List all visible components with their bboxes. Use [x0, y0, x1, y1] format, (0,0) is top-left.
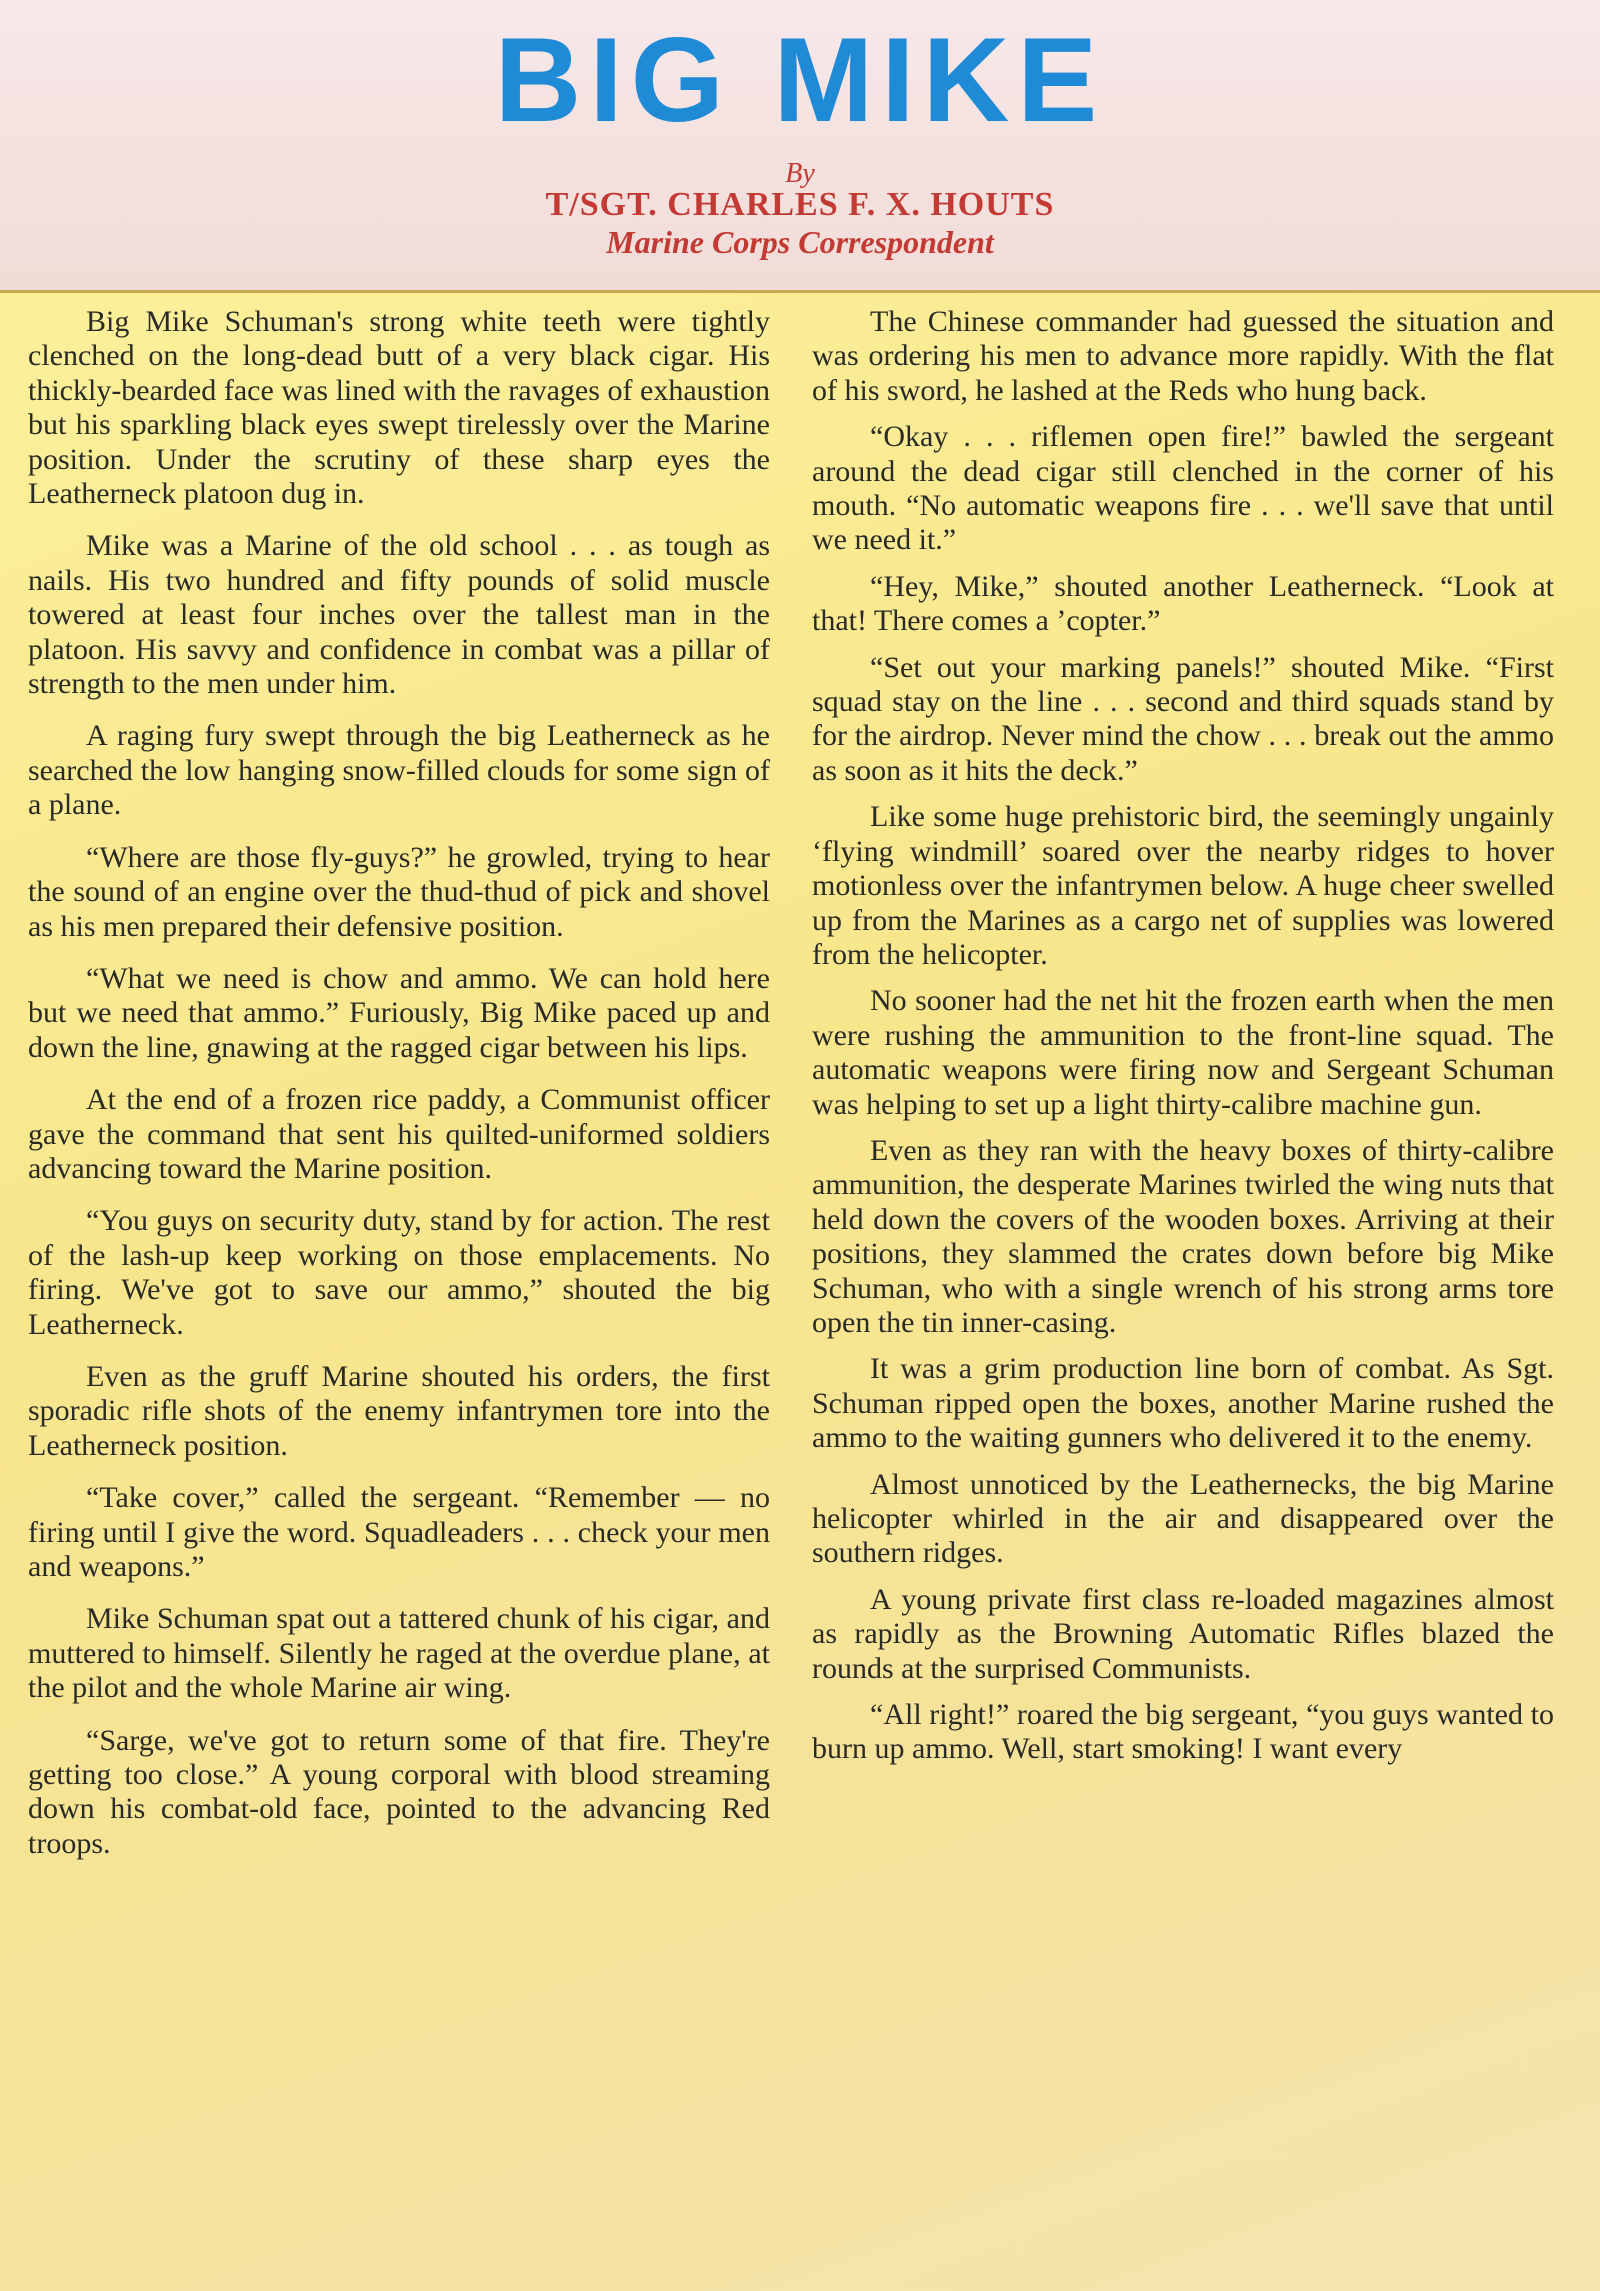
paragraph: No sooner had the net hit the frozen earth when the men were rushing the ammunition to the front-line squad. The automatic weapons were firing now and Sergeant Schuman was helping to set up a light thirty-calibre machine gun. [812, 984, 1554, 1121]
story-body [0, 290, 1600, 2291]
paragraph: The Chinese commander had guessed the situation and was ordering his men to advance more rapidly. With the flat of his sword, he lashed at the Reds who hung back. [812, 305, 1554, 407]
paragraph: A young private first class re-loaded magazines almost as rapidly as the Browning Automatic Rifles blazed the rounds at the surprised Communists. [812, 1582, 1554, 1685]
paragraph: Even as the gruff Marine shouted his orders, the first sporadic rifle shots of the enemy infantrymen tore into the Leatherneck position. [28, 1359, 770, 1462]
author-credit: Marine Corps Correspondent [606, 224, 994, 260]
paragraph: Even as they ran with the heavy boxes of thirty-calibre ammunition, the desperate Marines twirled the wing nuts that held down the covers of the wooden boxes. Arriving at their positions, they slammed the crates down before big Mike Schuman, who with a single wrench of his strong arms tore open the tin inner-casing. [812, 1133, 1554, 1339]
paragraph: “What we need is chow and ammo. We can hold here but we need that ammo.” Furiously, Big Mike paced up and down the line, gnawing at the ragged cigar between his lips. [28, 961, 770, 1064]
paragraph: Mike Schuman spat out a tattered chunk of his cigar, and muttered to himself. Silently he raged at the overdue plane, at the pilot and the whole Marine air wing. [28, 1602, 770, 1705]
paragraph: “Sarge, we've got to return some of that fire. They're getting too close.” A young corporal with blood streaming down his combat-old face, pointed to the advancing Red troops. [28, 1723, 770, 1860]
paragraph: Almost unnoticed by the Leathernecks, the big Marine helicopter whirled in the air and disappeared over the southern ridges. [812, 1467, 1554, 1570]
story-header [0, 0, 1600, 290]
paragraph: Like some huge prehistoric bird, the seemingly ungainly ‘flying windmill’ soared over the nearby ridges to hover motionless over the infantrymen below. A huge cheer swelled up from the Marines as a cargo net of supplies was lowered from the helicopter. [812, 800, 1554, 971]
author-name: T/SGT. CHARLES F. X. HOUTS [545, 186, 1055, 223]
paragraph: “Take cover,” called the sergeant. “Remember — no firing until I give the word. Squadleaders . . . check your men and weapons.” [28, 1481, 770, 1583]
paragraph: It was a grim production line born of combat. As Sgt. Schuman ripped open the boxes, another Marine rushed the ammo to the waiting gunners who delivered it to the enemy. [812, 1352, 1554, 1455]
paragraph: “All right!” roared the big sergeant, “you guys wanted to burn up ammo. Well, start smoking! I want every [812, 1698, 1554, 1766]
paragraph: “Where are those fly-guys?” he growled, trying to hear the sound of an engine over the thud-thud of pick and shovel as his men prepared their defensive position. [28, 840, 770, 943]
right-column [812, 305, 1554, 1779]
paragraph: A raging fury swept through the big Leatherneck as he searched the low hanging snow-filled clouds for some sign of a plane. [28, 719, 770, 822]
paragraph: “Set out your marking panels!” shouted Mike. “First squad stay on the line . . . second and third squads stand by for the airdrop. Never mind the chow . . . break out the ammo as soon as it hits the deck.” [812, 650, 1554, 787]
paragraph: Big Mike Schuman's strong white teeth were tightly clenched on the long-dead butt of a very black cigar. His thickly-bearded face was lined with the ravages of exhaustion but his sparkling black eyes swept tirelessly over the Marine position. Under the scrutiny of these sharp eyes the Leatherneck platoon dug in. [28, 305, 770, 511]
paragraph: “Hey, Mike,” shouted another Leatherneck. “Look at that! There comes a ’copter.” [812, 569, 1554, 638]
paragraph: “You guys on security duty, stand by for action. The rest of the lash-up keep working on those emplacements. No firing. We've got to save our ammo,” shouted the big Leatherneck. [28, 1204, 770, 1341]
paragraph: At the end of a frozen rice paddy, a Communist officer gave the command that sent his quilted-uniformed soldiers advancing toward the Marine position. [28, 1083, 770, 1185]
story-title: BIG MIKE [494, 13, 1106, 147]
paragraph: Mike was a Marine of the old school . . . as tough as nails. His two hundred and fifty pounds of solid muscle towered at least four inches over the tallest man in the platoon. His savvy and confidence in combat was a pillar of strength to the men under him. [28, 529, 770, 701]
left-column [28, 305, 770, 1879]
byline-label: By [785, 158, 815, 189]
paragraph: “Okay . . . riflemen open fire!” bawled the sergeant around the dead cigar still clenched in the corner of his mouth. “No automatic weapons fire . . . we'll save that until we need it.” [812, 420, 1554, 557]
